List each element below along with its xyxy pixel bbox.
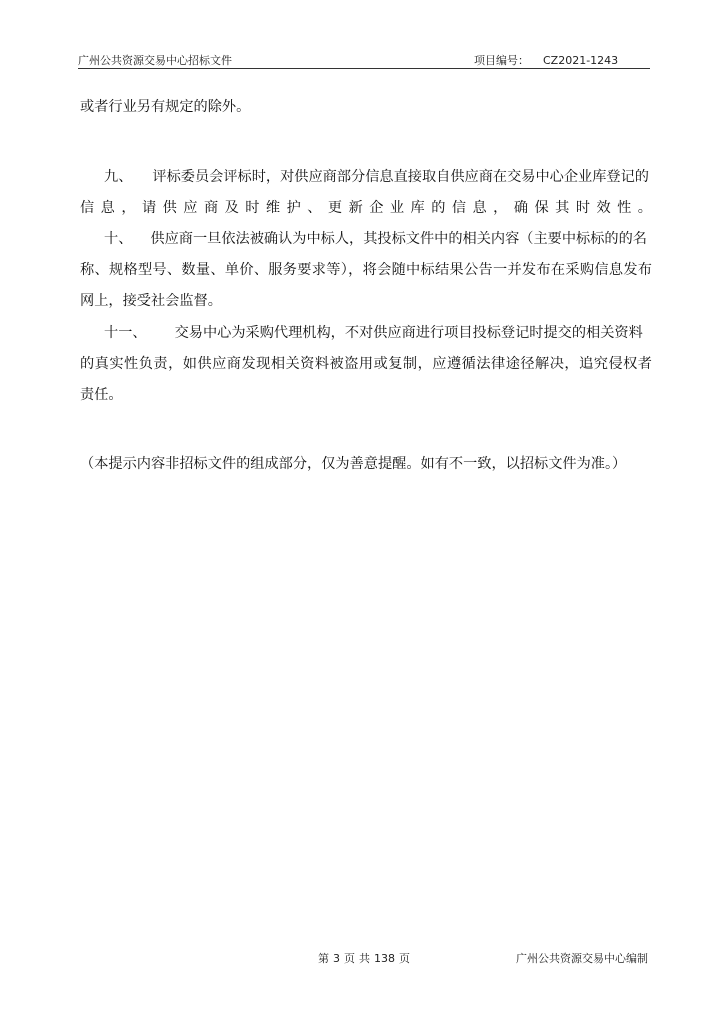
clause-11-number: 十一、 [104, 325, 147, 341]
disclaimer-note: （本提示内容非招标文件的组成部分，仅为善意提醒。如有不一致，以招标文件为准。） [80, 456, 627, 472]
clause-11-line-3: 责任。 [80, 387, 123, 403]
clause-9-line-2: 信息，请供应商及时维护、更新企业库的信息，确保其时效性。 [80, 200, 652, 216]
clause-10-text: 供应商一旦依法被确认为中标人，其投标文件中的相关内容（主要中标标的的名 [150, 231, 647, 247]
total-pages: 138 [374, 952, 395, 965]
clause-11-line-2: 的真实性负责，如供应商发现相关资料被盗用或复制，应遵循法律途径解决，追究侵权者 [80, 356, 652, 372]
total-prefix: 共 [359, 952, 370, 965]
clause-10-line-2: 称、规格型号、数量、单价、服务要求等），将会随中标结果公告一并发布在采购信息发布 [80, 262, 652, 278]
current-page: 3 [333, 952, 340, 965]
clause-9-text: 评标委员会评标时，对供应商部分信息直接取自供应商在交易中心企业库登记的 [152, 169, 649, 185]
project-number: CZ2021-1243 [543, 54, 619, 67]
page-footer [0, 950, 724, 966]
page-suffix: 页 [344, 952, 355, 965]
clause-11-line-1 [104, 323, 643, 343]
page-counter [318, 950, 414, 966]
continued-text: 或者行业另有规定的除外。 [80, 99, 251, 115]
clause-10-line-3: 网上，接受社会监督。 [80, 293, 222, 309]
issuer-organization: 广州公共资源交易中心编制 [516, 952, 648, 965]
page-header [78, 50, 650, 69]
clause-11-text: 交易中心为采购代理机构，不对供应商进行项目投标登记时提交的相关资料 [174, 325, 643, 341]
project-number-label: 项目编号： [474, 54, 529, 67]
total-suffix: 页 [399, 952, 410, 965]
project-number-block [474, 52, 618, 68]
clause-10-line-1 [104, 229, 647, 249]
clause-9-line-1 [104, 167, 649, 187]
document-title: 广州公共资源交易中心招标文件 [78, 54, 232, 67]
clause-10-number: 十、 [104, 231, 133, 247]
clause-9-number: 九、 [104, 169, 133, 185]
page-prefix: 第 [318, 952, 329, 965]
